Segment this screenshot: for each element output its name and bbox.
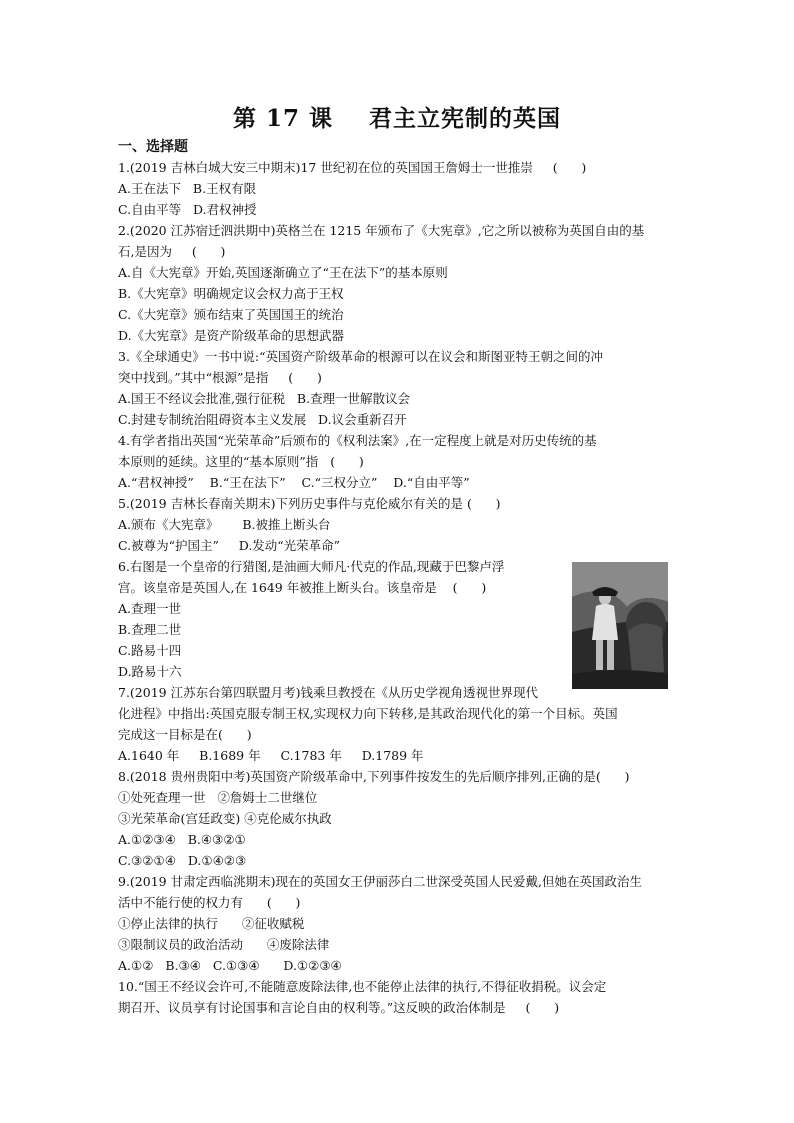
text-line: 4.有学者指出英国“光荣革命”后颁布的《权利法案》,在一定程度上就是对历史传统的基 [118, 433, 597, 448]
text-line: D.路易十六 [118, 664, 182, 679]
text-line: C.路易十四 [118, 643, 182, 658]
text-line: 8.(2018 贵州贵阳中考)英国资产阶级革命中,下列事件按发生的先后顺序排列,正确的是( ) [118, 769, 630, 784]
text-line: ③光荣革命(宫廷政变) ④克伦威尔执政 [118, 811, 332, 826]
text-line: 本原则的延续。这里的“基本原则”指 ( ) [118, 454, 364, 469]
text-line: ①处死查理一世 ②詹姆士二世继位 [118, 790, 318, 805]
text-line: 9.(2019 甘肃定西临洮期末)现在的英国女王伊丽莎白二世深受英国人民爱戴,但她在英国政治生 [118, 874, 642, 889]
text-line: 2.(2020 江苏宿迁泗洪期中)英格兰在 1215 年颁布了《大宪章》,它之所以被称为英国自由的基 [118, 223, 645, 238]
text-line: A.“君权神授” B.“王在法下” C.“三权分立” D.“自由平等” [118, 475, 470, 490]
text-line: 3.《全球通史》一书中说:“英国资产阶级革命的根源可以在议会和斯图亚特王朝之间的冲 [118, 349, 604, 364]
text-line: 7.(2019 江苏东台第四联盟月考)钱乘旦教授在《从历史学视角透视世界现代 [118, 685, 538, 700]
text-line: 突中找到。”其中“根源”是指 ( ) [118, 370, 322, 385]
text-line: C.自由平等 D.君权神授 [118, 202, 257, 217]
text-line: 石,是因为 ( ) [118, 244, 226, 259]
text-line: 1.(2019 吉林白城大安三中期末)17 世纪初在位的英国国王詹姆士一世推崇 ( ) [118, 160, 587, 175]
text-line: A.颁布《大宪章》 B.被推上断头台 [118, 517, 331, 532]
hunting-portrait-image [572, 562, 668, 689]
text-line: 期召开、议员享有讨论国事和言论自由的权利等。”这反映的政治体制是 ( ) [118, 1000, 560, 1015]
text-line: 活中不能行使的权力有 ( ) [118, 895, 301, 910]
text-line: D.《大宪章》是资产阶级革命的思想武器 [118, 328, 345, 343]
lesson-title: 第 17 课 君主立宪制的英国 [232, 105, 562, 132]
text-line: B.查理二世 [118, 622, 182, 637]
text-line: ①停止法律的执行 ②征收赋税 [118, 916, 305, 931]
text-line: A.①② B.③④ C.①③④ D.①②③④ [118, 958, 342, 973]
text-line: 5.(2019 吉林长春南关期末)下列历史事件与克伦威尔有关的是 ( ) [118, 496, 501, 511]
section-heading: 一、选择题 [118, 139, 188, 155]
text-line: A.查理一世 [118, 601, 182, 616]
text-line: C.被尊为“护国主” D.发动“光荣革命” [118, 538, 341, 553]
text-line: 完成这一目标是在( ) [118, 727, 252, 742]
text-line: 10.“国王不经议会许可,不能随意废除法律,也不能停止法律的执行,不得征收捐税。议会定 [118, 979, 607, 994]
text-line: ③限制议员的政治活动 ④废除法律 [118, 937, 330, 952]
text-line: B.《大宪章》明确规定议会权力高于王权 [118, 286, 344, 301]
text-line: C.《大宪章》颁布结束了英国国王的统治 [118, 307, 344, 322]
text-line: A.①②③④ B.④③②① [118, 832, 246, 847]
text-line: 6.右图是一个皇帝的行猎图,是油画大师凡·代克的作品,现藏于巴黎卢浮 [118, 559, 505, 574]
text-line: A.自《大宪章》开始,英国逐渐确立了“王在法下”的基本原则 [118, 265, 448, 280]
text-line: 宫。该皇帝是英国人,在 1649 年被推上断头台。该皇帝是 ( ) [118, 580, 487, 595]
text-line: 化进程》中指出:英国克服专制王权,实现权力向下转移,是其政治现代化的第一个目标。英国 [118, 706, 618, 721]
text-line: C.封建专制统治阻碍资本主义发展 D.议会重新召开 [118, 412, 407, 427]
text-line: A.1640 年 B.1689 年 C.1783 年 D.1789 年 [118, 748, 424, 763]
text-line: A.王在法下 B.王权有限 [118, 181, 257, 196]
text-line: A.国王不经议会批准,强行征税 B.查理一世解散议会 [118, 391, 411, 406]
text-line: C.③②①④ D.①④②③ [118, 853, 247, 868]
